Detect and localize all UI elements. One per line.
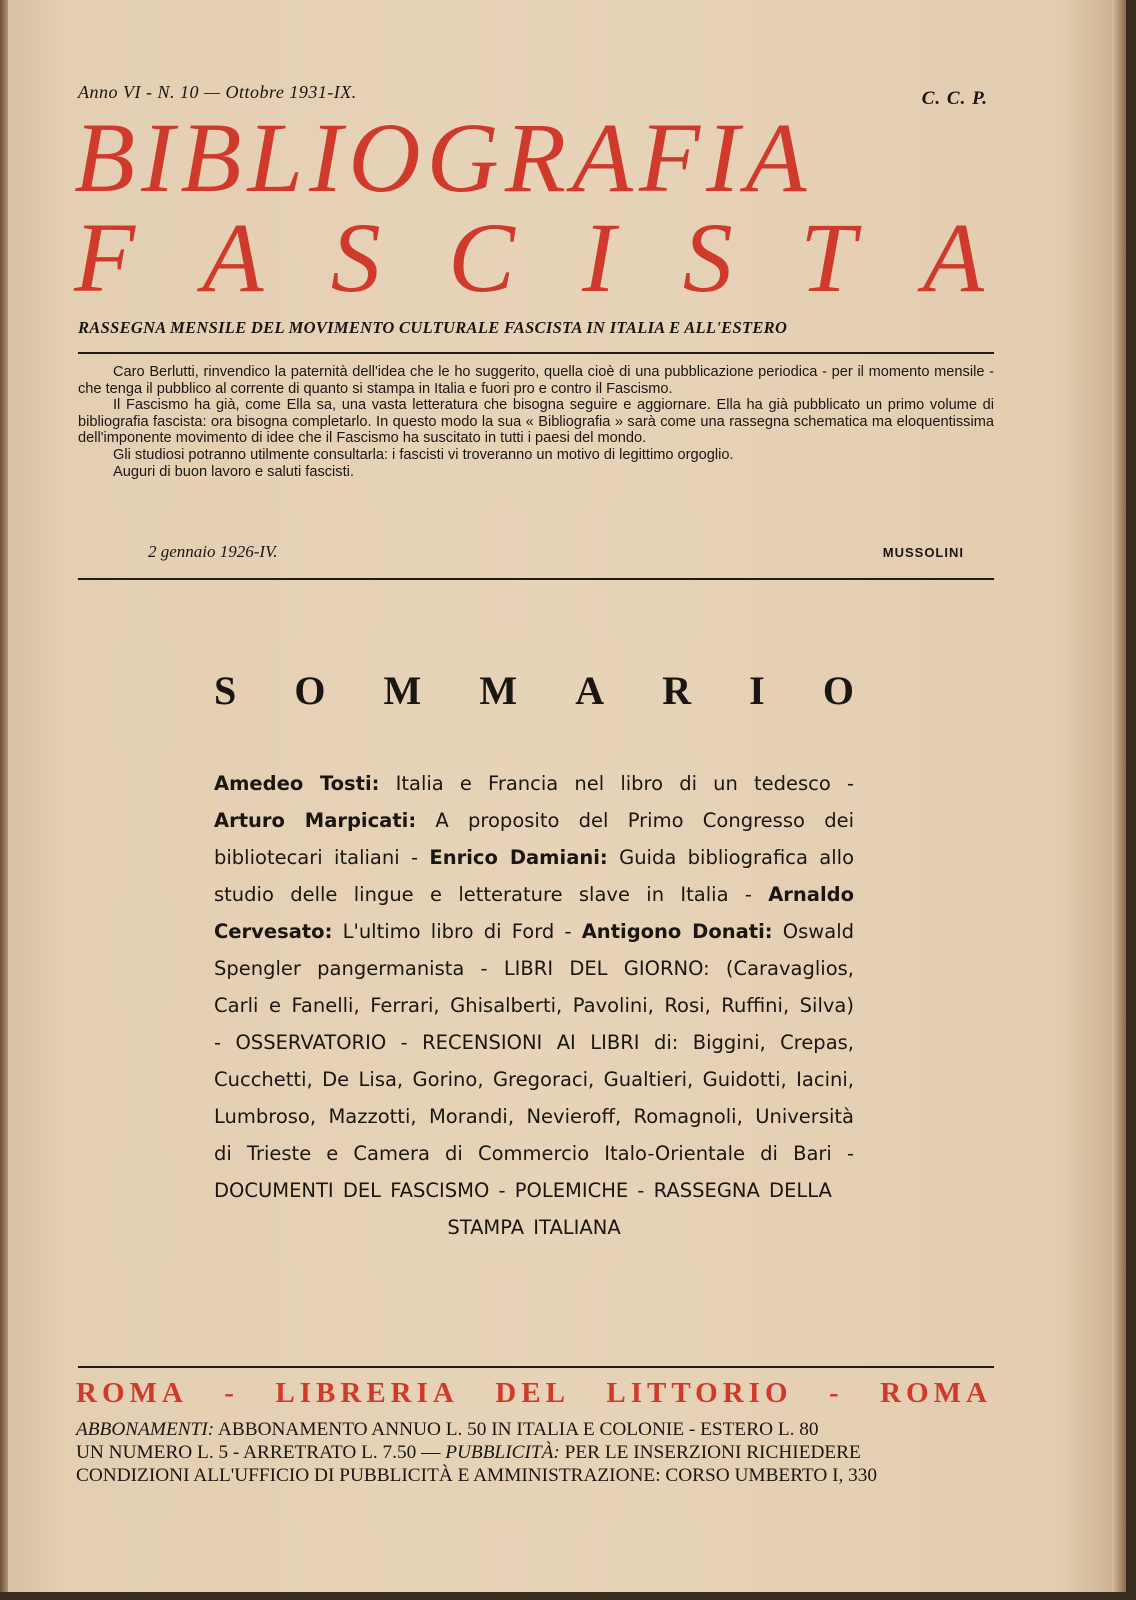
masthead-letter: S bbox=[330, 202, 381, 313]
entry-author: Arturo Marpicati: bbox=[214, 809, 417, 832]
mussolini-letter bbox=[78, 364, 994, 480]
page-edge-left bbox=[0, 0, 8, 1592]
letter-footer bbox=[148, 542, 964, 562]
masthead-line2 bbox=[74, 202, 984, 313]
masthead-letter: F bbox=[74, 202, 136, 313]
masthead-letter: A bbox=[202, 202, 264, 313]
entry-author: Arnaldo Cervesato: bbox=[214, 883, 854, 943]
subscription-label: ABBONAMENTI: bbox=[76, 1419, 215, 1440]
price-text: UN NUMERO L. 5 - ARRETRATO L. 7.50 — bbox=[76, 1442, 446, 1463]
sommario-letter: I bbox=[749, 668, 765, 713]
issue-line: Anno VI - N. 10 — Ottobre 1931-IX. bbox=[78, 82, 357, 102]
entry-title: Oswald Spengler pangermanista - bbox=[214, 920, 854, 980]
price-line bbox=[76, 1441, 992, 1464]
sommario-letter: A bbox=[575, 668, 605, 713]
masthead-letter: C bbox=[448, 202, 515, 313]
entry-title: A proposito del Primo Congresso dei bibliotecari italiani - bbox=[214, 809, 854, 869]
subscription-info bbox=[76, 1418, 992, 1487]
subscription-line bbox=[76, 1418, 992, 1441]
publisher-part: ROMA bbox=[76, 1377, 188, 1409]
letter-paragraph: Auguri di buon lavoro e saluti fascisti. bbox=[113, 463, 354, 480]
sommario-contents bbox=[214, 765, 854, 1246]
publisher-part: DEL bbox=[495, 1377, 570, 1409]
sommario-last-line: STAMPA ITALIANA bbox=[447, 1216, 621, 1239]
subscription-text: ABBONAMENTO ANNUO L. 50 IN ITALIA E COLONIE - ESTERO L. 80 bbox=[214, 1419, 819, 1440]
letter-signature: MUSSOLINI bbox=[882, 545, 964, 560]
publisher-part: - bbox=[224, 1377, 239, 1409]
entry-title: Italia e Francia nel libro di un tedesco - bbox=[379, 772, 855, 795]
entry-author: Enrico Damiani: bbox=[429, 846, 608, 869]
publisher-part: - bbox=[828, 1377, 844, 1409]
advertising-label: PUBBLICITÀ: bbox=[445, 1442, 560, 1463]
sommario-letter: S bbox=[214, 668, 237, 713]
masthead-line1: BIBLIOGRAFIA bbox=[74, 102, 813, 213]
divider-bottom bbox=[78, 1366, 994, 1368]
sommario-letter: M bbox=[479, 668, 518, 713]
entry-author: Antigono Donati: bbox=[581, 920, 773, 943]
entry-title: L'ultimo libro di Ford - bbox=[332, 920, 582, 943]
masthead-letter: A bbox=[922, 202, 984, 313]
entry-title: Guida bibliografica allo studio delle lingue e letterature slave in Italia - bbox=[214, 846, 854, 906]
divider-top bbox=[78, 352, 994, 354]
page-edge-right bbox=[1112, 0, 1126, 1592]
publisher-part: ROMA bbox=[880, 1377, 992, 1409]
masthead-subtitle: RASSEGNA MENSILE DEL MOVIMENTO CULTURALE FASCISTA IN ITALIA E ALL'ESTERO bbox=[78, 318, 788, 337]
sommario-sections: LIBRI DEL GIORNO: (Caravaglios, Carli e Fanelli, Ferrari, Ghisalberti, Pavolini, Rosi, Ruffini, Silva) - OSSERVATORIO - RECENSIONI AI LIBRI di: Biggini, Crepas, Cucchetti, De Lisa, Gorino, Gregoraci, Gualtieri, Guidotti, Iacini, Lumbroso, Mazzotti, Morandi, Nevieroff, Romagnoli, Università di Trieste e Camera di Commercio Italo-Orientale di Bari - DOCUMENTI DEL FASCISMO - POLEMICHE - RASSEGNA DELLA bbox=[214, 957, 854, 1202]
masthead-letter: I bbox=[582, 202, 616, 313]
sommario-letter: R bbox=[662, 668, 692, 713]
letter-paragraph: Il Fascismo ha già, come Ella sa, una vasta letteratura che bisogna seguire e aggiornare. Ella ha già pubblicato un primo volume di bibliografia fascista: ora bisogna completarlo. In questo modo la sua « Bibliografia » sarà come una rassegna schematica ma eloquentissima dell'imponente movimento di idee che il Fascismo ha suscitato in tutti i paesi del mondo. bbox=[78, 397, 994, 447]
ccp-mark: C. C. P. bbox=[921, 88, 988, 109]
masthead-letter: T bbox=[799, 202, 856, 313]
sommario-heading bbox=[214, 668, 854, 714]
publisher-line bbox=[76, 1377, 992, 1409]
entry-author: Amedeo Tosti: bbox=[214, 772, 380, 795]
address-line: CONDIZIONI ALL'UFFICIO DI PUBBLICITÀ E AMMINISTRAZIONE: CORSO UMBERTO I, 330 bbox=[76, 1465, 878, 1486]
divider-middle bbox=[78, 578, 994, 580]
letter-paragraph: Caro Berlutti, rinvendico la paternità dell'idea che le ho suggerito, quella cioè di una pubblicazione periodica - per il momento mensile - che tenga il pubblico al corrente di quanto si stampa in Italia e fuori pro e contro il Fascismo. bbox=[78, 364, 994, 397]
sommario-letter: M bbox=[383, 668, 422, 713]
publisher-part: LIBRERIA bbox=[275, 1377, 459, 1409]
letter-paragraph: Gli studiosi potranno utilmente consultarla: i fascisti vi troveranno un motivo di legittimo orgoglio. bbox=[113, 446, 734, 463]
sommario-letter: O bbox=[822, 668, 854, 713]
advertising-text: PER LE INSERZIONI RICHIEDERE bbox=[559, 1442, 861, 1463]
masthead-letter: S bbox=[682, 202, 733, 313]
letter-date: 2 gennaio 1926-IV. bbox=[148, 542, 278, 561]
sommario-letter: O bbox=[294, 668, 326, 713]
publisher-part: LITTORIO bbox=[606, 1377, 793, 1409]
